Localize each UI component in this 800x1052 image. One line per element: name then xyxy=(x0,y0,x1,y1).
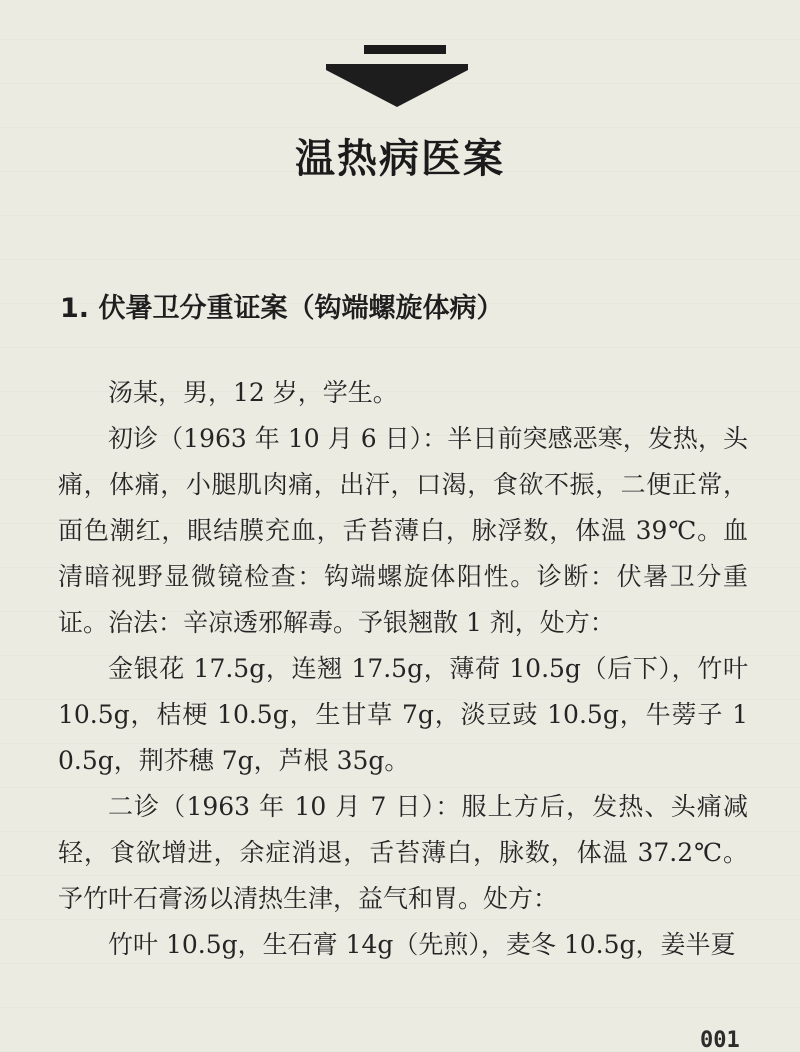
second-visit-paragraph: 二诊（1963 年 10 月 7 日）：服上方后，发热、头痛减轻，食欲增进，余症消退，舌苔薄白，脉数，体温 37.2℃。予竹叶石膏汤以清热生津，益气和胃。处方： xyxy=(58,792,748,913)
first-visit-paragraph: 初诊（1963 年 10 月 6 日）：半日前突感恶寒，发热，头痛，体痛，小腿肌肉痛，出汗，口渴，食欲不振，二便正常，面色潮红，眼结膜充血，舌苔薄白，脉浮数，体温 39℃。血清暗视野显微镜检查：钩端螺旋体阳性。诊断：伏暑卫分重证。治法：辛凉透邪解毒。予银翘散 1 剂，处方： xyxy=(58,424,748,637)
chapter-number-mark xyxy=(364,45,446,54)
chapter-header xyxy=(0,0,800,200)
chapter-arrow-icon xyxy=(326,70,468,107)
second-prescription-paragraph: 竹叶 10.5g，生石膏 14g（先煎），麦冬 10.5g，姜半夏 xyxy=(108,930,736,959)
page-number: 001 xyxy=(700,1028,740,1052)
first-prescription-paragraph: 金银花 17.5g，连翘 17.5g，薄荷 10.5g（后下），竹叶 10.5g，桔梗 10.5g，生甘草 7g，淡豆豉 10.5g，牛蒡子 10.5g，荆芥穗 7g，芦根 35g。 xyxy=(58,654,748,775)
case-body xyxy=(58,370,748,968)
section-title: 1. 伏暑卫分重证案（钩端螺旋体病） xyxy=(60,293,504,324)
patient-info-paragraph: 汤某，男，12 岁，学生。 xyxy=(108,378,398,407)
chapter-title: 温热病医案 xyxy=(295,136,505,182)
